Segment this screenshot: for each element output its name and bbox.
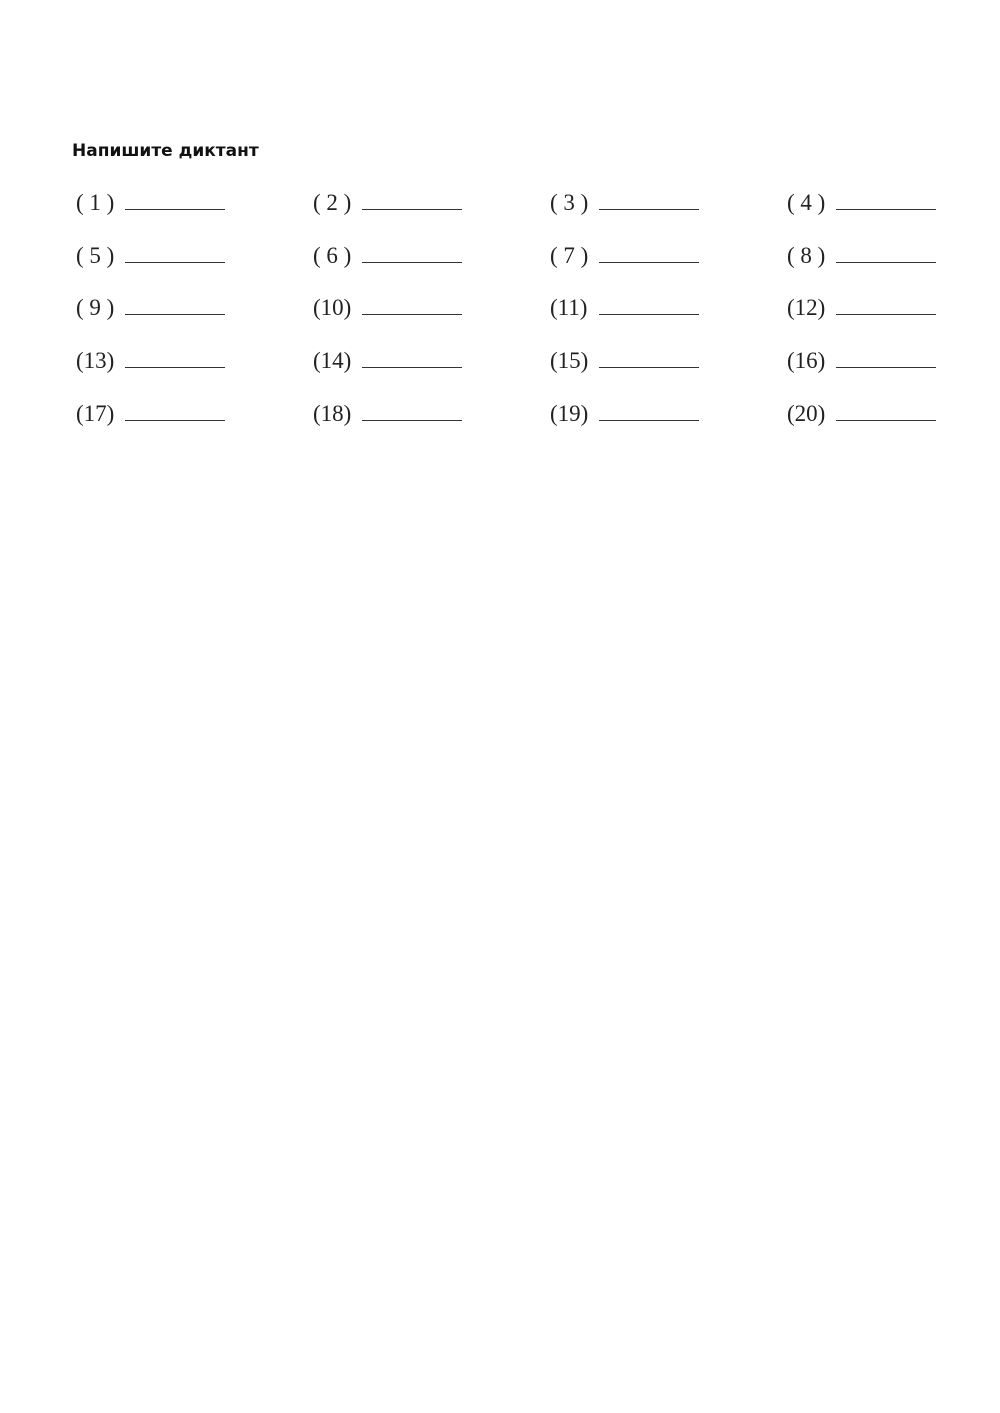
answer-blank[interactable] [836,246,936,263]
item-number: (19) [550,400,589,426]
item-number: ( 6 ) [313,242,352,268]
dictation-item-10 [313,295,550,348]
item-number: ( 9 ) [76,295,115,321]
item-number: (20) [787,400,826,426]
dictation-grid [76,190,956,453]
answer-blank[interactable] [362,351,462,368]
answer-blank[interactable] [599,246,699,263]
dictation-item-19 [550,401,787,454]
item-number: ( 3 ) [550,190,589,215]
dictation-item-14 [313,348,550,401]
item-number: ( 1 ) [76,190,115,215]
dictation-item-15 [550,348,787,401]
item-number: ( 4 ) [787,190,826,215]
answer-blank[interactable] [362,298,462,315]
answer-blank[interactable] [125,246,225,263]
dictation-item-16 [787,348,956,401]
answer-blank[interactable] [125,193,225,210]
dictation-item-5 [76,243,313,296]
answer-blank[interactable] [125,298,225,315]
worksheet-title: Напишите диктант [72,141,259,161]
item-number: (13) [76,348,115,374]
answer-blank[interactable] [836,193,936,210]
dictation-item-13 [76,348,313,401]
item-number: (17) [76,400,115,426]
dictation-item-7 [550,243,787,296]
answer-blank[interactable] [836,404,936,421]
dictation-item-11 [550,295,787,348]
dictation-item-12 [787,295,956,348]
answer-blank[interactable] [362,246,462,263]
dictation-item-4 [787,190,956,243]
item-number: ( 7 ) [550,242,589,268]
item-number: ( 8 ) [787,242,826,268]
dictation-item-17 [76,401,313,454]
answer-blank[interactable] [362,404,462,421]
answer-blank[interactable] [599,298,699,315]
answer-blank[interactable] [125,351,225,368]
item-number: (15) [550,348,589,374]
item-number: ( 2 ) [313,190,352,215]
dictation-item-2 [313,190,550,243]
answer-blank[interactable] [836,351,936,368]
dictation-item-9 [76,295,313,348]
dictation-item-1 [76,190,313,243]
item-number: (18) [313,400,352,426]
item-number: (11) [550,295,588,321]
item-number: (14) [313,348,352,374]
answer-blank[interactable] [599,193,699,210]
item-number: ( 5 ) [76,242,115,268]
item-number: (16) [787,348,826,374]
answer-blank[interactable] [836,298,936,315]
answer-blank[interactable] [362,193,462,210]
dictation-item-18 [313,401,550,454]
answer-blank[interactable] [599,351,699,368]
item-number: (12) [787,295,826,321]
dictation-item-6 [313,243,550,296]
dictation-item-3 [550,190,787,243]
dictation-item-20 [787,401,956,454]
dictation-item-8 [787,243,956,296]
answer-blank[interactable] [125,404,225,421]
item-number: (10) [313,295,352,321]
answer-blank[interactable] [599,404,699,421]
